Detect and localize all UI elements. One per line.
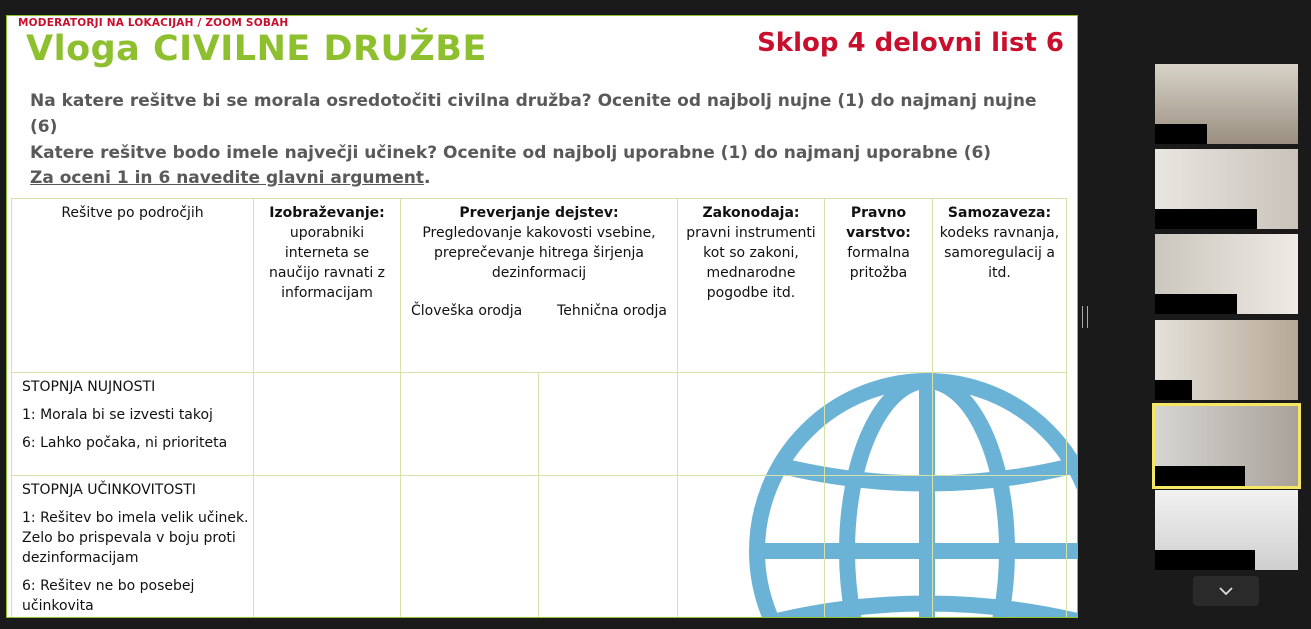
header-legal-protection: Pravno varstvo: formalna pritožba	[825, 199, 933, 373]
question-1: Na katere rešitve bi se morala osredotočiti civilna družba? Ocenite od najbolj nujne (1) do najmanj nujne (6)	[30, 91, 1037, 137]
table-cell	[933, 373, 1067, 476]
slide-title: Vloga CIVILNE DRUŽBE	[26, 29, 487, 69]
participant-video[interactable]	[1155, 149, 1298, 229]
chevron-down-icon	[1219, 587, 1233, 596]
module-label: Sklop 4 delovni list 6	[757, 28, 1064, 58]
table-cell	[539, 476, 678, 619]
question-3-tail: .	[423, 168, 431, 188]
shared-slide	[6, 15, 1078, 618]
question-2: Katere rešitve bodo imele največji učinek? Ocenite od najbolj uporabne (1) do najmanj uporabne (6)	[30, 143, 992, 163]
panel-resize-handle[interactable]	[1082, 306, 1088, 328]
participant-video[interactable]	[1155, 234, 1298, 314]
header-legislation: Zakonodaja: pravni instrumenti kot so zakoni, mednarodne pogodbe itd.	[678, 199, 825, 373]
solutions-table	[11, 198, 1067, 618]
sub-human-tools: Človeška orodja	[411, 303, 523, 319]
participant-video[interactable]	[1155, 320, 1298, 400]
moderator-label: MODERATORJI NA LOKACIJAH / ZOOM SOBAH	[18, 17, 289, 29]
table-cell	[678, 373, 825, 476]
header-self-commitment: Samozaveza: kodeks ravnanja, samoregulacij a itd.	[933, 199, 1067, 373]
header-areas: Rešitve po področjih	[12, 199, 254, 373]
sub-technical-tools: Tehnična orodja	[557, 303, 667, 319]
table-cell	[825, 476, 933, 619]
participant-video[interactable]	[1155, 64, 1298, 144]
participant-name-label	[1155, 466, 1245, 486]
table-cell	[254, 373, 401, 476]
question-3-underlined: Za oceni 1 in 6 navedite glavni argument	[30, 168, 424, 188]
table-cell	[678, 476, 825, 619]
participant-video-active-speaker[interactable]	[1155, 406, 1298, 486]
table-cell	[254, 476, 401, 619]
table-cell	[825, 373, 933, 476]
header-education: Izobraževanje: uporabniki interneta se naučijo ravnati z informacijam	[254, 199, 401, 373]
participant-video[interactable]	[1155, 490, 1298, 570]
participant-name-label	[1155, 124, 1207, 144]
participant-name-label	[1155, 380, 1192, 400]
table-cell	[401, 476, 539, 619]
table-cell	[933, 476, 1067, 619]
scroll-down-button[interactable]	[1193, 576, 1259, 606]
table-cell	[401, 373, 539, 476]
row-effectiveness: STOPNJA UČINKOVITOSTI 1: Rešitev bo imela velik učinek. Zelo bo prispevala v boju proti dezinformacijam 6: Rešitev ne bo posebej učinkovita	[12, 476, 254, 619]
participant-name-label	[1155, 209, 1257, 229]
row-urgency: STOPNJA NUJNOSTI 1: Morala bi se izvesti takoj 6: Lahko počaka, ni prioriteta	[12, 373, 254, 476]
table-cell	[539, 373, 678, 476]
header-fact-checking: Preverjanje dejstev: Pregledovanje kakovosti vsebine, preprečevanje hitrega širjenja dezinformacij Človeška orodja Tehnična orodja	[401, 199, 678, 373]
participant-name-label	[1155, 550, 1255, 570]
question-3	[30, 165, 1050, 191]
participant-name-label	[1155, 294, 1237, 314]
